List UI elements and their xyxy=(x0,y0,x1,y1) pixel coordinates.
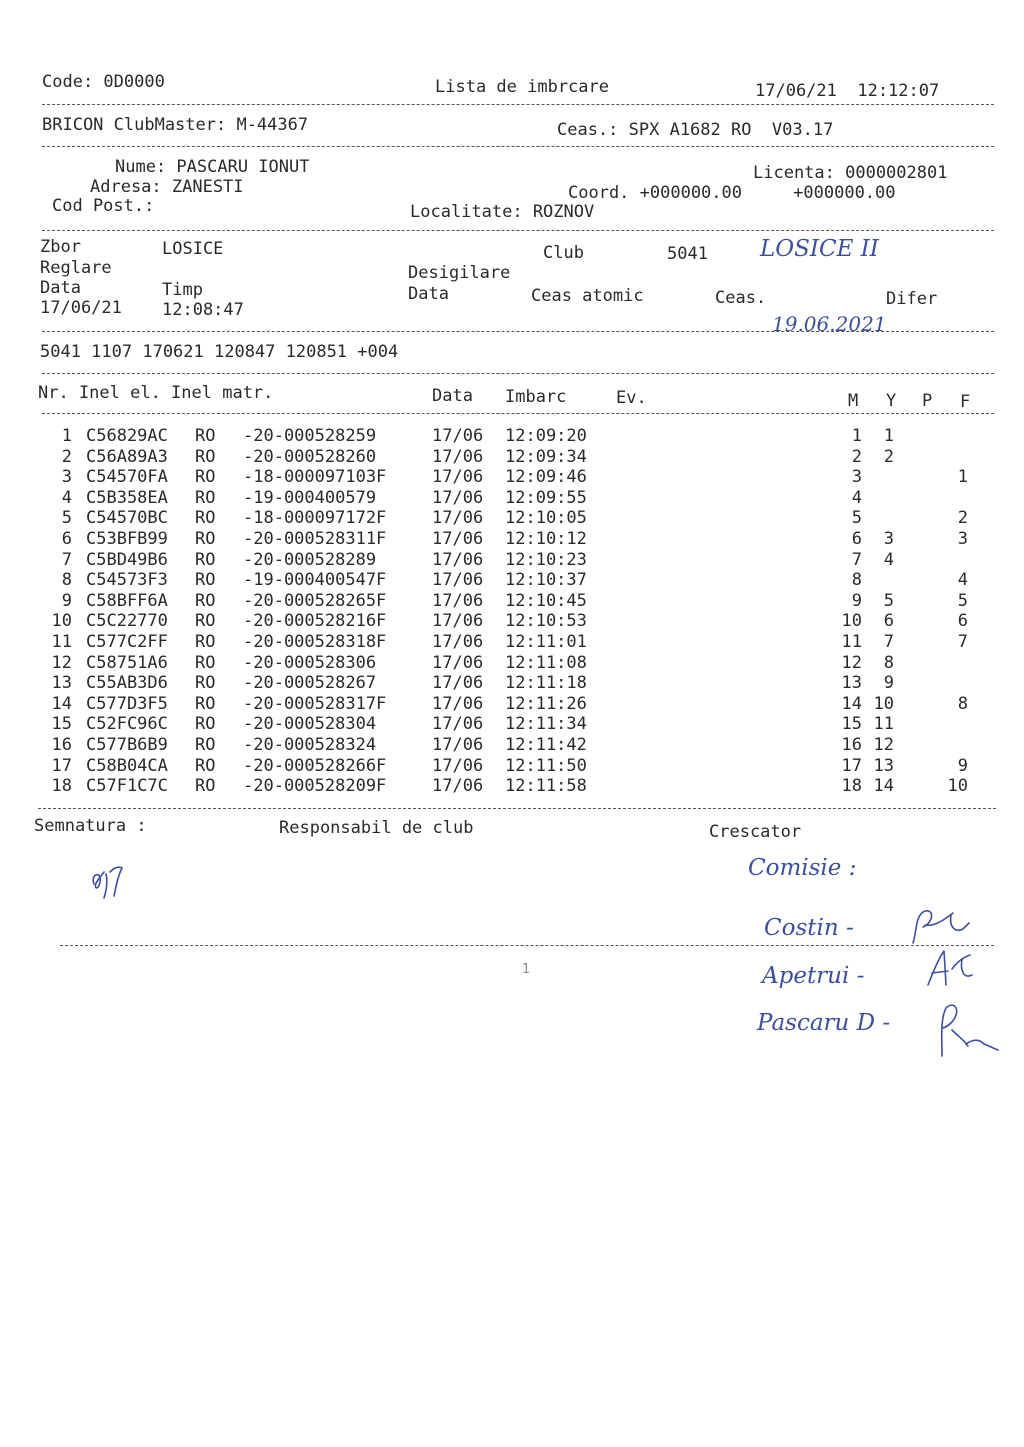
arrival-date: 17/06 xyxy=(432,549,484,570)
electronic-ring: C58751A6 xyxy=(86,652,168,673)
flight-label: Zbor xyxy=(40,237,81,257)
arrival-time: 12:09:34 xyxy=(505,446,587,467)
rank-y: 11 xyxy=(873,714,894,735)
club-responsible-label: Responsabil de club xyxy=(279,818,474,838)
registration-ring: -20-000528289 xyxy=(243,549,377,570)
arrival-date: 17/06 xyxy=(432,714,484,735)
table-row xyxy=(0,611,1024,631)
table-row xyxy=(0,756,1024,776)
rank-m: 15 xyxy=(841,714,862,735)
registration-ring: -20-000528216F xyxy=(243,611,387,632)
rank-y: 6 xyxy=(883,611,894,632)
rank-y: 10 xyxy=(873,693,894,714)
ring-country: RO xyxy=(195,611,216,632)
electronic-ring: C5C22770 xyxy=(86,611,168,632)
column-header-date: Data xyxy=(432,386,473,406)
owner-name: Nume: PASCARU IONUT xyxy=(115,157,310,177)
rank-m: 12 xyxy=(841,652,862,673)
arrival-date: 17/06 xyxy=(432,487,484,508)
ring-country: RO xyxy=(195,673,216,694)
table-row xyxy=(0,426,1024,446)
table-row xyxy=(0,570,1024,590)
rank-f: 8 xyxy=(957,693,968,714)
rank-y: 8 xyxy=(883,652,894,673)
column-header-p: P xyxy=(922,391,933,411)
unsealing-label: Desigilare xyxy=(408,263,511,283)
rank-m: 10 xyxy=(841,611,862,632)
rank-m: 13 xyxy=(841,673,862,694)
rank-m: 9 xyxy=(851,590,862,611)
row-number: 16 xyxy=(51,735,72,755)
document-title: Lista de imbrcare xyxy=(435,77,609,97)
column-header-m: M xyxy=(848,391,859,411)
row-number: 18 xyxy=(51,776,72,797)
electronic-ring: C57F1C7C xyxy=(86,776,168,797)
rank-f: 4 xyxy=(957,570,968,591)
registration-ring: -20-000528260 xyxy=(243,446,377,467)
difference-label: Difer xyxy=(886,289,938,309)
summary-line: 5041 1107 170621 120847 120851 +004 xyxy=(40,342,399,362)
table-row xyxy=(0,653,1024,673)
row-number: 15 xyxy=(51,714,72,735)
ring-country: RO xyxy=(195,652,216,673)
time-label: Timp xyxy=(162,280,203,300)
rank-m: 1 xyxy=(851,426,862,446)
signature-image xyxy=(905,905,975,950)
signature-image xyxy=(88,862,138,902)
ring-country: RO xyxy=(195,570,216,591)
divider xyxy=(60,945,994,946)
electronic-ring: C5B358EA xyxy=(86,487,168,508)
license-number: Licenta: 0000002801 xyxy=(753,163,948,183)
ring-country: RO xyxy=(195,632,216,652)
arrival-time: 12:11:01 xyxy=(505,632,587,652)
ring-country: RO xyxy=(195,735,216,755)
rank-y: 5 xyxy=(883,590,894,611)
arrival-date: 17/06 xyxy=(432,529,484,549)
table-row xyxy=(0,508,1024,528)
arrival-time: 12:11:50 xyxy=(505,755,587,776)
rank-y: 2 xyxy=(883,446,894,467)
ring-country: RO xyxy=(195,508,216,529)
arrival-time: 12:10:05 xyxy=(505,508,587,529)
unsealing-date-label: Data xyxy=(408,284,449,304)
rank-f: 3 xyxy=(957,529,968,549)
arrival-time: 12:11:42 xyxy=(505,735,587,755)
registration-ring: -19-000400547F xyxy=(243,570,387,591)
ring-country: RO xyxy=(195,467,216,488)
electronic-ring: C56A89A3 xyxy=(86,446,168,467)
table-row xyxy=(0,714,1024,734)
column-header-f: F xyxy=(960,392,971,412)
rank-m: 6 xyxy=(851,529,862,549)
rank-m: 5 xyxy=(851,508,862,529)
arrival-time: 12:11:58 xyxy=(505,776,587,797)
rank-f: 10 xyxy=(947,776,968,797)
setting-label: Reglare xyxy=(40,258,112,278)
setting-date: 17/06/21 xyxy=(40,298,122,318)
rank-y: 12 xyxy=(873,735,894,755)
rank-m: 3 xyxy=(851,467,862,488)
page-number: 1 xyxy=(522,962,530,977)
ring-country: RO xyxy=(195,549,216,570)
table-row xyxy=(0,591,1024,611)
arrival-date: 17/06 xyxy=(432,446,484,467)
arrival-date: 17/06 xyxy=(432,467,484,488)
arrival-time: 12:11:26 xyxy=(505,693,587,714)
arrival-time: 12:10:53 xyxy=(505,611,587,632)
arrival-date: 17/06 xyxy=(432,755,484,776)
arrival-time: 12:11:08 xyxy=(505,652,587,673)
arrival-date: 17/06 xyxy=(432,632,484,652)
row-number: 4 xyxy=(61,487,72,508)
code-label: Code: 0D0000 xyxy=(42,72,165,92)
rank-m: 16 xyxy=(841,735,862,755)
row-number: 12 xyxy=(51,652,72,673)
electronic-ring: C577C2FF xyxy=(86,632,168,652)
divider xyxy=(42,104,994,105)
table-row xyxy=(0,529,1024,549)
rank-f: 6 xyxy=(957,611,968,632)
arrival-date: 17/06 xyxy=(432,776,484,797)
rank-m: 2 xyxy=(851,446,862,467)
rank-m: 18 xyxy=(841,776,862,797)
divider xyxy=(42,230,994,231)
handwritten-member-3: Pascaru D - xyxy=(757,1010,891,1036)
arrival-date: 17/06 xyxy=(432,693,484,714)
handwritten-race-date: 19.06.2021 xyxy=(772,312,887,336)
rank-m: 14 xyxy=(841,693,862,714)
arrival-time: 12:09:20 xyxy=(505,426,587,446)
electronic-ring: C54570BC xyxy=(86,508,168,529)
ring-country: RO xyxy=(195,693,216,714)
registration-ring: -20-000528311F xyxy=(243,529,387,549)
date-label: Data xyxy=(40,278,81,298)
row-number: 2 xyxy=(61,446,72,467)
club-number: 5041 xyxy=(667,244,708,264)
table-row xyxy=(0,735,1024,755)
arrival-date: 17/06 xyxy=(432,611,484,632)
arrival-date: 17/06 xyxy=(432,508,484,529)
handwritten-race-name: LOSICE II xyxy=(760,236,879,262)
arrival-time: 12:10:23 xyxy=(505,549,587,570)
device-label: BRICON ClubMaster: M-44367 xyxy=(42,115,309,135)
ring-country: RO xyxy=(195,446,216,467)
arrival-time: 12:09:55 xyxy=(505,487,587,508)
table-row xyxy=(0,776,1024,796)
row-number: 13 xyxy=(51,673,72,694)
arrival-date: 17/06 xyxy=(432,735,484,755)
row-number: 10 xyxy=(51,611,72,632)
registration-ring: -20-000528265F xyxy=(243,590,387,611)
column-header-y: Y xyxy=(886,391,897,411)
ring-country: RO xyxy=(195,714,216,735)
divider xyxy=(42,146,994,147)
owner-postal-code: Cod Post.: xyxy=(52,196,155,216)
registration-ring: -20-000528266F xyxy=(243,755,387,776)
owner-address: Adresa: ZANESTI xyxy=(90,177,244,197)
rank-y: 14 xyxy=(873,776,894,797)
signature-image xyxy=(932,1000,1007,1060)
club-label: Club xyxy=(543,243,584,263)
registration-ring: -20-000528209F xyxy=(243,776,387,797)
divider xyxy=(38,808,996,809)
rank-f: 5 xyxy=(957,590,968,611)
rank-y: 3 xyxy=(883,529,894,549)
divider xyxy=(42,413,994,414)
flight-location: LOSICE xyxy=(162,239,224,259)
electronic-ring: C577D3F5 xyxy=(86,693,168,714)
rank-y: 1 xyxy=(883,426,894,446)
row-number: 9 xyxy=(61,590,72,611)
signature-label: Semnatura : xyxy=(34,816,147,836)
electronic-ring: C55AB3D6 xyxy=(86,673,168,694)
registration-ring: -20-000528304 xyxy=(243,714,377,735)
electronic-ring: C54570FA xyxy=(86,467,168,488)
table-row xyxy=(0,488,1024,508)
electronic-ring: C5BD49B6 xyxy=(86,549,168,570)
clock-label: Ceas.: SPX A1682 RO V03.17 xyxy=(557,120,834,140)
electronic-ring: C52FC96C xyxy=(86,714,168,735)
row-number: 7 xyxy=(61,549,72,570)
registration-ring: -20-000528306 xyxy=(243,652,377,673)
row-number: 6 xyxy=(61,529,72,549)
ring-country: RO xyxy=(195,776,216,797)
locality: Localitate: ROZNOV xyxy=(410,202,595,222)
arrival-date: 17/06 xyxy=(432,673,484,694)
rank-f: 9 xyxy=(957,755,968,776)
table-row xyxy=(0,694,1024,714)
rank-y: 9 xyxy=(883,673,894,694)
electronic-ring: C53BFB99 xyxy=(86,529,168,549)
rank-m: 11 xyxy=(841,632,862,652)
handwritten-member-1: Costin - xyxy=(764,915,854,941)
registration-ring: -20-000528267 xyxy=(243,673,377,694)
ring-country: RO xyxy=(195,426,216,446)
electronic-ring: C54573F3 xyxy=(86,570,168,591)
clock-column-label: Ceas. xyxy=(715,288,767,308)
column-header-rings: Nr. Inel el. Inel matr. xyxy=(38,383,274,403)
electronic-ring: C58B04CA xyxy=(86,755,168,776)
registration-ring: -20-000528259 xyxy=(243,426,377,446)
arrival-date: 17/06 xyxy=(432,652,484,673)
ring-country: RO xyxy=(195,529,216,549)
rank-m: 7 xyxy=(851,549,862,570)
rank-f: 2 xyxy=(957,508,968,529)
arrival-time: 12:11:34 xyxy=(505,714,587,735)
row-number: 14 xyxy=(51,693,72,714)
table-row xyxy=(0,467,1024,487)
arrival-date: 17/06 xyxy=(432,590,484,611)
rank-m: 4 xyxy=(851,487,862,508)
divider xyxy=(42,331,994,332)
registration-ring: -20-000528324 xyxy=(243,735,377,755)
breeder-label: Crescator xyxy=(709,822,802,842)
registration-ring: -19-000400579 xyxy=(243,487,377,508)
row-number: 17 xyxy=(51,755,72,776)
column-header-event: Ev. xyxy=(616,388,647,408)
arrival-time: 12:11:18 xyxy=(505,673,587,694)
table-row xyxy=(0,673,1024,693)
rank-f: 1 xyxy=(957,467,968,488)
row-number: 8 xyxy=(61,570,72,591)
signature-image xyxy=(922,945,982,990)
arrival-date: 17/06 xyxy=(432,570,484,591)
handwritten-member-2: Apetrui - xyxy=(762,963,865,989)
rank-y: 4 xyxy=(883,549,894,570)
row-number: 11 xyxy=(51,632,72,652)
table-row xyxy=(0,550,1024,570)
rank-m: 17 xyxy=(841,755,862,776)
table-row xyxy=(0,447,1024,467)
registration-ring: -20-000528318F xyxy=(243,632,387,652)
ring-country: RO xyxy=(195,487,216,508)
arrival-time: 12:10:37 xyxy=(505,570,587,591)
arrival-time: 12:10:45 xyxy=(505,590,587,611)
row-number: 1 xyxy=(61,426,72,446)
electronic-ring: C577B6B9 xyxy=(86,735,168,755)
registration-ring: -18-000097103F xyxy=(243,467,387,488)
divider xyxy=(42,373,994,374)
setting-time: 12:08:47 xyxy=(162,300,244,320)
ring-country: RO xyxy=(195,755,216,776)
atomic-clock-label: Ceas atomic xyxy=(531,286,644,306)
registration-ring: -20-000528317F xyxy=(243,693,387,714)
ring-country: RO xyxy=(195,590,216,611)
rank-y: 13 xyxy=(873,755,894,776)
row-number: 3 xyxy=(61,467,72,488)
arrival-date: 17/06 xyxy=(432,426,484,446)
rank-f: 7 xyxy=(957,632,968,652)
electronic-ring: C58BFF6A xyxy=(86,590,168,611)
column-header-arrival: Imbarc xyxy=(505,387,567,407)
coordinates: Coord. +000000.00 +000000.00 xyxy=(568,183,896,203)
rank-y: 7 xyxy=(883,632,894,652)
table-row xyxy=(0,632,1024,652)
rank-m: 8 xyxy=(851,570,862,591)
electronic-ring: C56829AC xyxy=(86,426,168,446)
registration-ring: -18-000097172F xyxy=(243,508,387,529)
print-datetime: 17/06/21 12:12:07 xyxy=(755,81,940,101)
arrival-time: 12:09:46 xyxy=(505,467,587,488)
handwritten-commission: Comisie : xyxy=(748,855,857,881)
arrival-time: 12:10:12 xyxy=(505,529,587,549)
row-number: 5 xyxy=(61,508,72,529)
